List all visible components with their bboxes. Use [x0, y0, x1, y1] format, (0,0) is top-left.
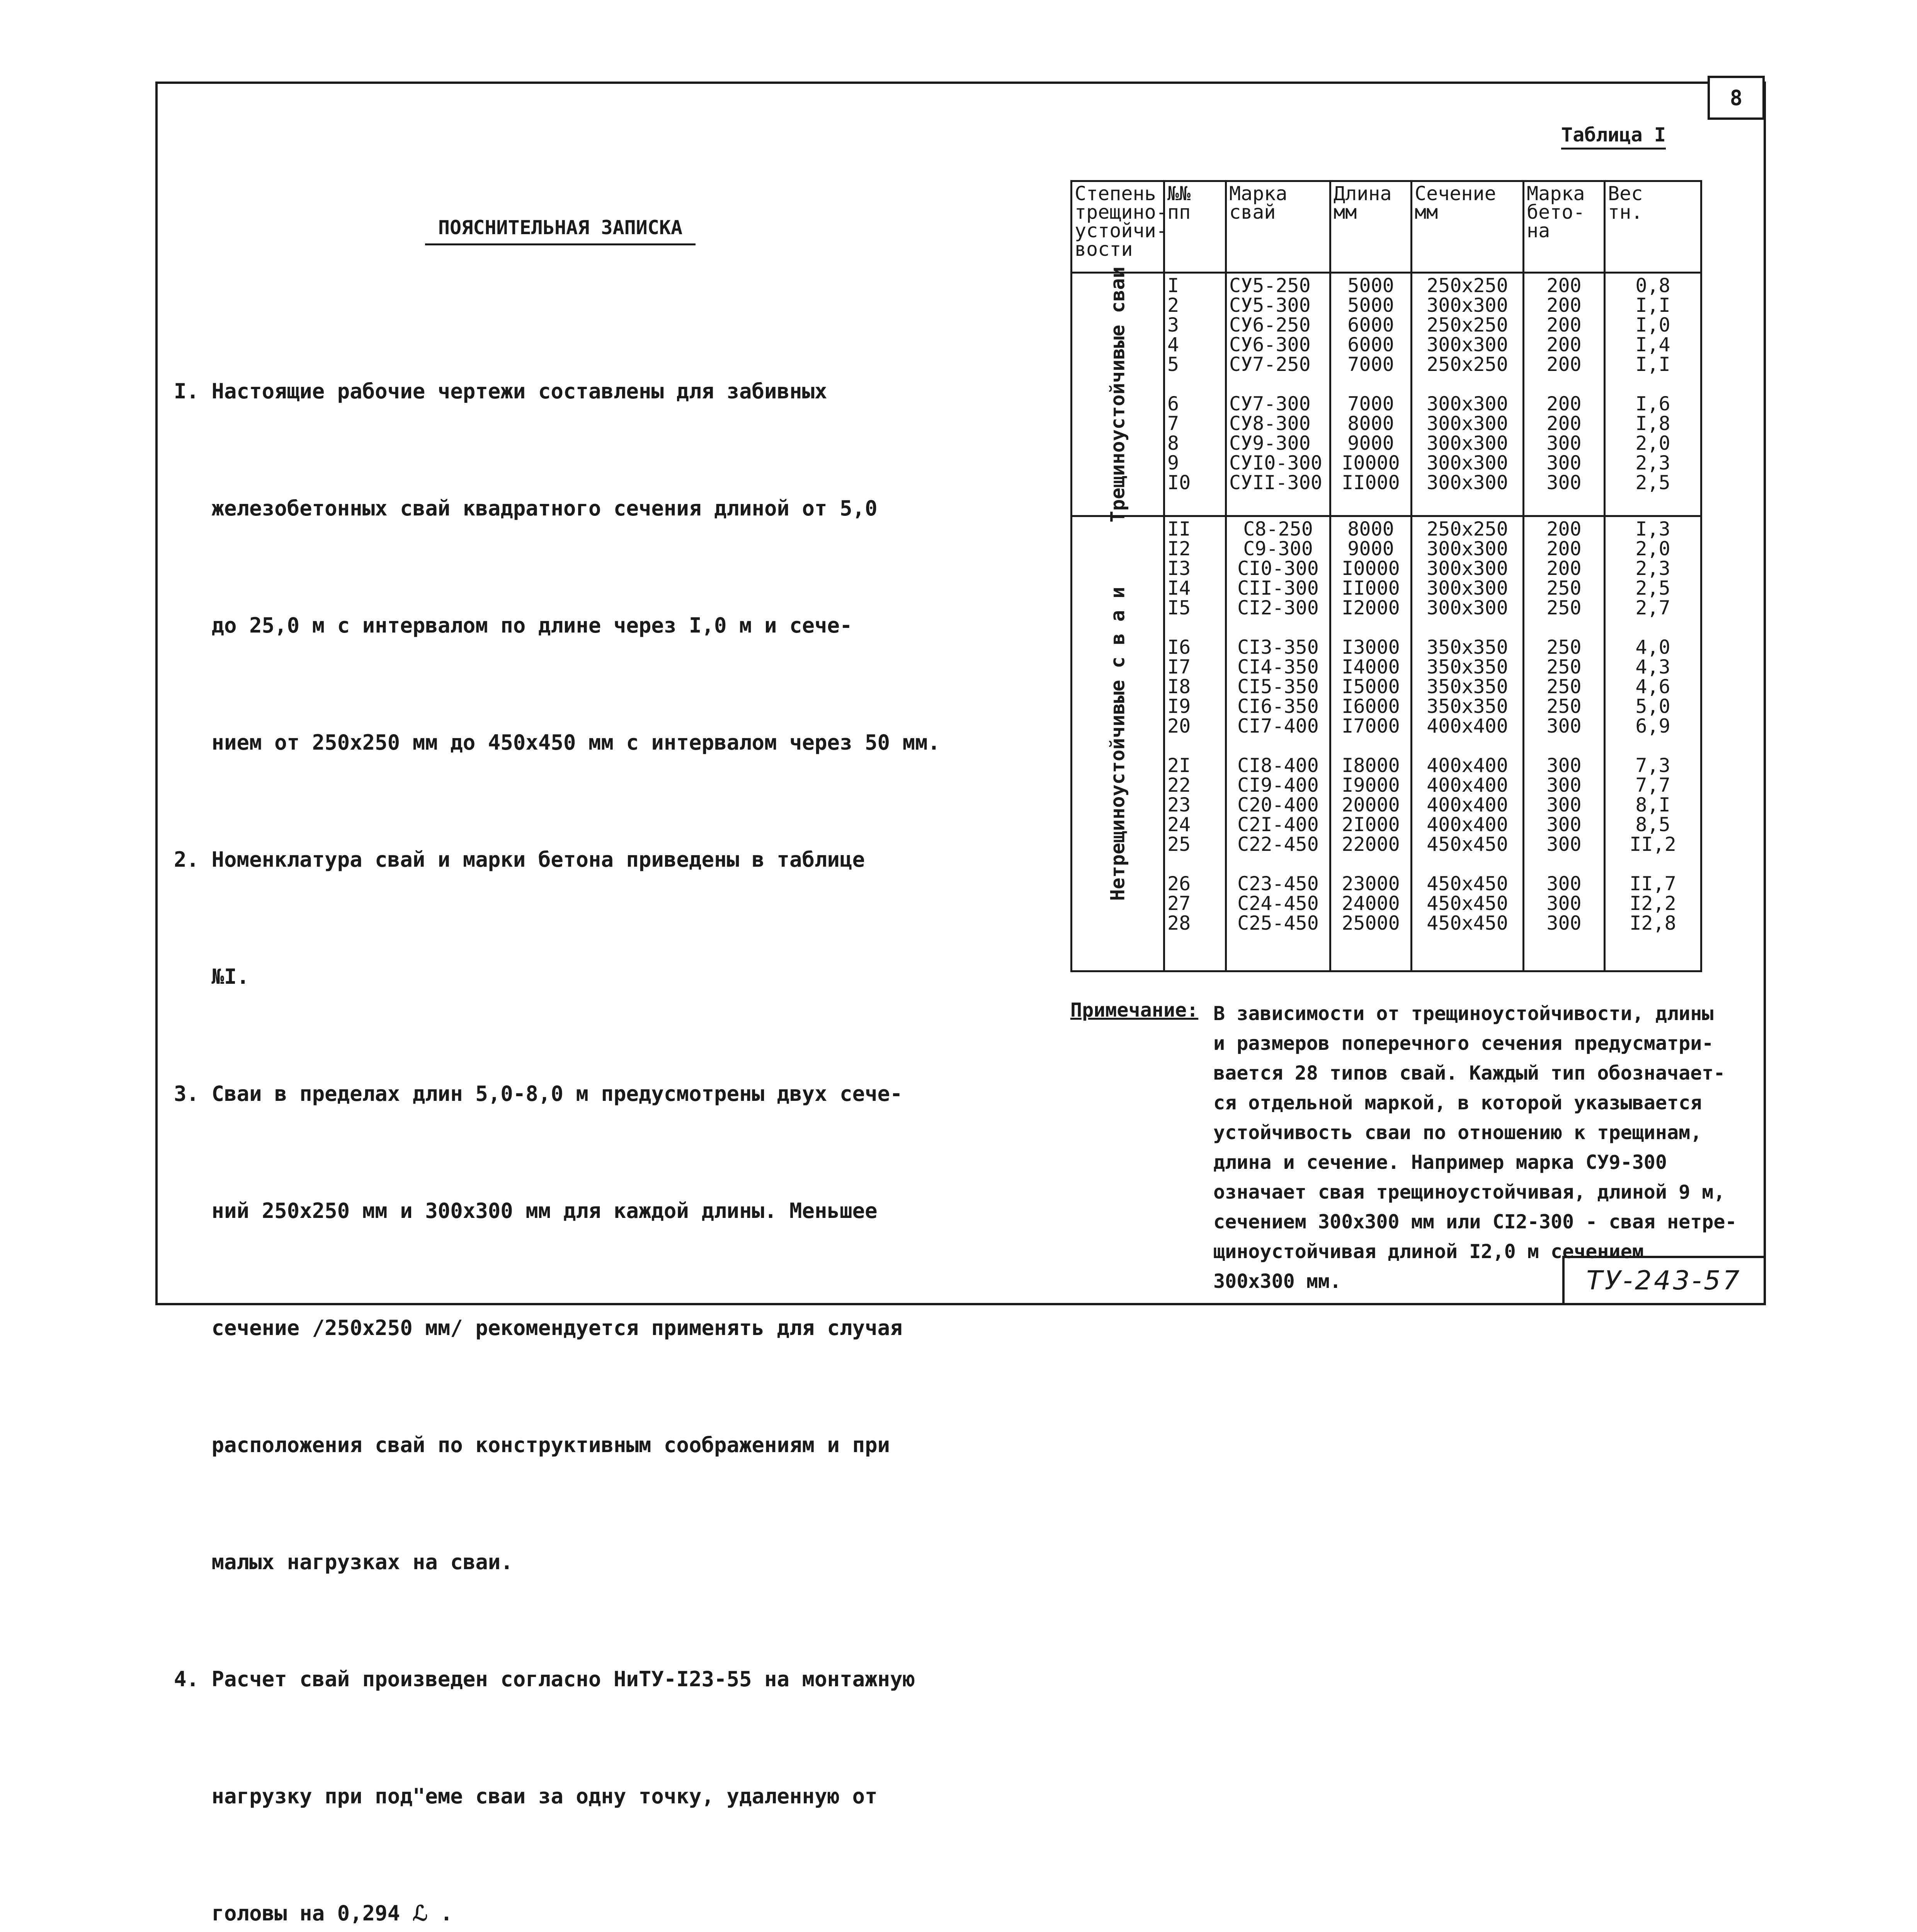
note-line: 4. Расчет свай произведен согласно НиТУ-I23-55 на монтажную [174, 1667, 915, 1691]
note-line: №I. [174, 964, 250, 989]
note-line: 3. Сваи в пределах длин 5,0-8,0 м предусмотрены двух сече- [174, 1082, 903, 1106]
group-label: Нетрещиноустойчивые с в а и [1106, 587, 1129, 901]
note-line: до 25,0 м с интервалом по длине через I,0 м и сече- [174, 613, 852, 638]
note-line: ний 250х250 мм и 300х300 мм для каждой длины. Меньшее [174, 1199, 878, 1223]
header-concrete-grade: Марка бето- на [1524, 181, 1605, 273]
group-sections: 250х250 300х300 300х300 300х300 300х300 350х350 350х350 350х350 350х350 400х400 400х400 400х400 400х400 400х400 450х450 450х450 450х450 450х450 [1412, 516, 1524, 971]
note-line: расположения свай по конструктивным соображениям и при [174, 1433, 890, 1457]
group-numbers: II I2 I3 I4 I5 I6 I7 I8 I9 20 2I 22 23 24 25 26 27 28 [1164, 516, 1226, 971]
header-length: Длина мм [1330, 181, 1412, 273]
note-line: I. Настоящие рабочие чертежи составлены для забивных [174, 379, 827, 403]
group-concrete: 200 200 200 250 250 250 250 250 250 300 300 300 300 300 300 300 300 300 [1524, 516, 1605, 971]
note-line: сечение /250х250 мм/ рекомендуется применять для случая [174, 1316, 903, 1340]
group-weights: I,3 2,0 2,3 2,5 2,7 4,0 4,3 4,6 5,0 6,9 7,3 7,7 8,I 8,5 II,2 II,7 I2,2 I2,8 [1605, 516, 1701, 971]
group-marks: С8-250 С9-300 СI0-300 СII-300 СI2-300 СI3-350 СI4-350 СI5-350 СI6-350 СI7-400 СI8-400 СI9-400 С20-400 С2I-400 С22-450 С23-450 С24-450 С25-450 [1226, 516, 1330, 971]
note-line: 2. Номенклатура свай и марки бетона приведены в таблице [174, 847, 865, 872]
note-line: нагрузку при под"еме сваи за одну точку, удаленную от [174, 1784, 878, 1808]
group-concrete: 200 200 200 200 200 200 200 300 300 300 [1524, 273, 1605, 516]
page-number: 8 [1708, 76, 1765, 120]
header-section: Сечение мм [1412, 181, 1524, 273]
header-crack-resistance: Степень трещино- устойчи- вости [1072, 181, 1164, 273]
group-label: Трещиноустойчивые сваи [1106, 266, 1129, 522]
group-numbers: I 2 3 4 5 6 7 8 9 I0 [1164, 273, 1226, 516]
table-header-row [1072, 181, 1701, 273]
group-lengths: 8000 9000 I0000 II000 I2000 I3000 I4000 I5000 I6000 I7000 I8000 I9000 20000 2I000 22000 23000 24000 25000 [1330, 516, 1412, 971]
note-line: нием от 250х250 мм до 450х450 мм с интервалом через 50 мм. [174, 730, 941, 755]
document-code-stamp: ТУ-243-57 [1562, 1256, 1766, 1305]
note-line: железобетонных свай квадратного сечения длиной от 5,0 [174, 496, 878, 520]
table-title: Таблица I [1561, 124, 1666, 150]
note-line: головы на 0,294 ℒ . [174, 1901, 453, 1925]
remark-text: В зависимости от трещиноустойчивости, длины и размеров поперечного сечения предусматри- вается 28 типов свай. Каждый тип обозначает- ся отдельной маркой, в которой указывается устойчивость сваи по отношению к трещинам, длина и сечение. Например марка СУ9-300 означает свая трещиноустойчивая, длиной 9 м, сечением 300х300 мм или СI2-300 - свая нетре- щиноустойчивая длиной I2,0 м сечением 300х300 мм. [1213, 1002, 1737, 1293]
explanatory-note-body [174, 294, 947, 1932]
header-number: №№ пп [1164, 181, 1226, 273]
group-lengths: 5000 5000 6000 6000 7000 7000 8000 9000 I0000 II000 [1330, 273, 1412, 516]
group-sections: 250х250 300х300 250х250 300х300 250х250 300х300 300х300 300х300 300х300 300х300 [1412, 273, 1524, 516]
header-weight: Вес тн. [1605, 181, 1701, 273]
explanatory-note-title: ПОЯСНИТЕЛЬНАЯ ЗАПИСКА [425, 216, 696, 245]
table-group-non-crack-resistant [1072, 516, 1701, 971]
group-label-cell [1072, 516, 1164, 971]
group-label-cell [1072, 266, 1164, 522]
header-pile-mark: Марка свай [1226, 181, 1330, 273]
group-marks: СУ5-250 СУ5-300 СУ6-250 СУ6-300 СУ7-250 СУ7-300 СУ8-300 СУ9-300 СУI0-300 СУII-300 [1226, 273, 1330, 516]
table-group-crack-resistant [1072, 273, 1701, 516]
remark-label: Примечание: [1070, 999, 1199, 1021]
pile-nomenclature-table [1070, 180, 1702, 972]
group-weights: 0,8 I,I I,0 I,4 I,I I,6 I,8 2,0 2,3 2,5 [1605, 273, 1701, 516]
note-line: малых нагрузках на сваи. [174, 1550, 513, 1574]
